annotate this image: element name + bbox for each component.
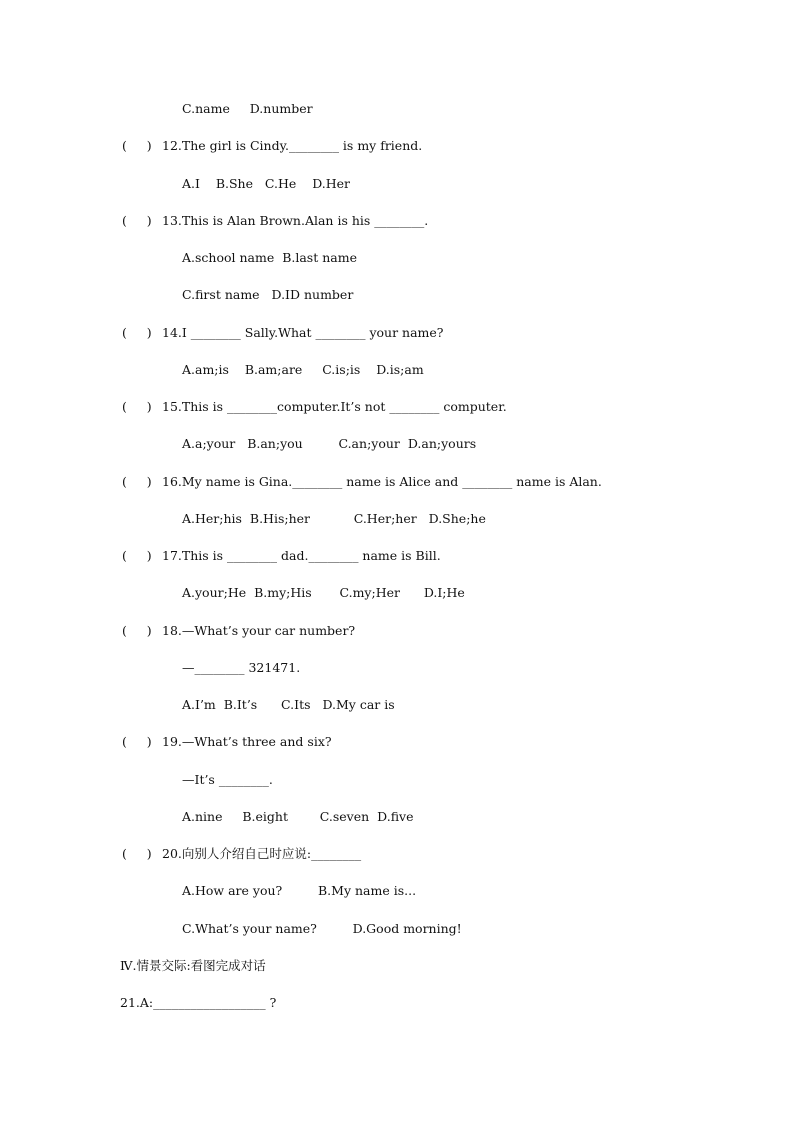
options-13-a: A.school name B.last name [182,250,357,265]
question-17: 17.This is ________ dad.________ name is Bill. [162,548,441,563]
question-21: 21.A:__________________ ? [120,995,277,1010]
answer-blank: ( ) [122,474,152,489]
options-20-b: C.What’s your name? D.Good morning! [182,921,462,936]
options-18: A.I’m B.It’s C.Its D.My car is [182,697,395,712]
answer-blank: ( ) [122,213,152,228]
answer-blank: ( ) [122,548,152,563]
options-15: A.a;your B.an;you C.an;your D.an;yours [182,436,477,451]
options-17: A.your;He B.my;His C.my;Her D.I;He [182,585,465,600]
options-20-a: A.How are you? B.My name is... [182,883,417,898]
answer-blank: ( ) [122,846,152,861]
question-13: 13.This is Alan Brown.Alan is his ________. [162,213,429,228]
options-16: A.Her;his B.His;her C.Her;her D.She;he [182,511,486,526]
question-14: 14.I ________ Sally.What ________ your name? [162,325,444,340]
question-20: 20.向别人介绍自己时应说:________ [162,846,362,861]
answer-blank: ( ) [122,399,152,414]
option-line: C.name D.number [182,101,313,116]
options-19: A.nine B.eight C.seven D.five [182,809,414,824]
dialogue-18: —________ 321471. [182,660,301,675]
question-16: 16.My name is Gina.________ name is Alice and ________ name is Alan. [162,474,602,489]
question-15: 15.This is ________computer.It’s not ________ computer. [162,399,507,414]
options-13-b: C.first name D.ID number [182,287,354,302]
answer-blank: ( ) [122,623,152,638]
options-14: A.am;is B.am;are C.is;is D.is;am [182,362,424,377]
answer-blank: ( ) [122,734,152,749]
question-18: 18.—What’s your car number? [162,623,356,638]
answer-blank: ( ) [122,325,152,340]
question-19: 19.—What’s three and six? [162,734,332,749]
question-12: 12.The girl is Cindy.________ is my friend. [162,138,423,153]
section-heading: Ⅳ.情景交际:看图完成对话 [120,958,266,973]
answer-blank: ( ) [122,138,152,153]
dialogue-19: —It’s ________. [182,772,273,787]
options-12: A.I B.She C.He D.Her [182,176,351,191]
